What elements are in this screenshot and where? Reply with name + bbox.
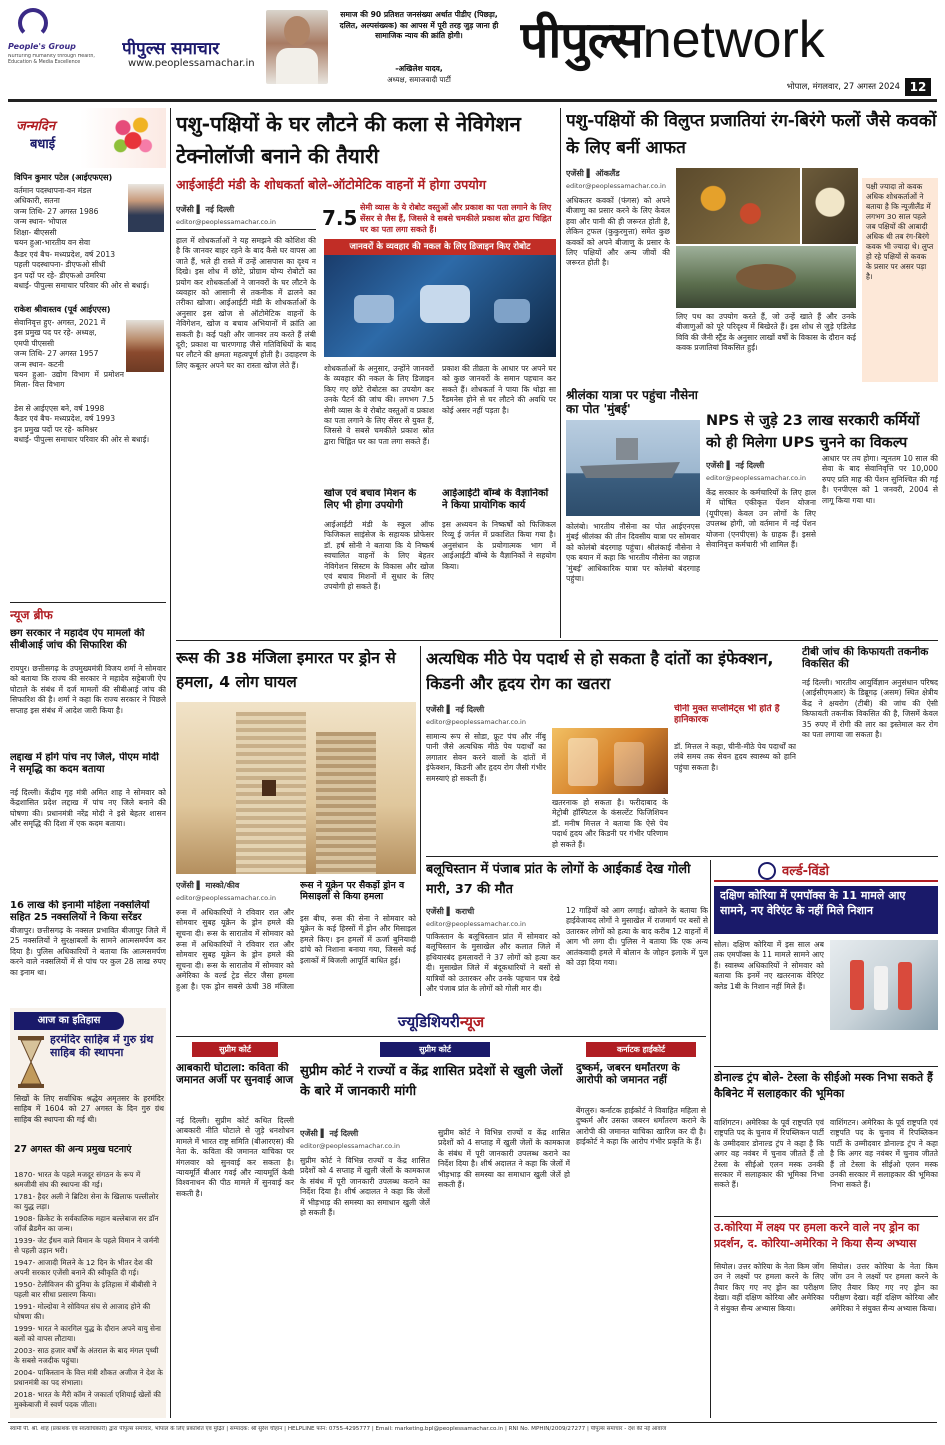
byline-email: editor@peoplessamachar.co.in <box>566 182 666 190</box>
judiciary-col1-label: सुप्रीम कोर्ट <box>192 1042 278 1057</box>
world-b2: वाशिंगटन। अमेरिका के पूर्व राष्ट्रपति एवं राष्ट्रपति पद के चुनाव में रिपब्लिकन पार्टी के उम्मीदवार डोनाल्ड ट्रंप ने कहा है कि अगर वह नवंबर में चुनाव जीतते हैं तो टेस्ला के सीईओ एलन मस्क उनकी सरकार में सलाहकार की भूमिका निभा सकते हैं। <box>830 1118 938 1190</box>
history-event: 1999- भारत ने कारगिल युद्ध के दौरान अपने वायु सेना बलों को वापस लौटाया। <box>14 1324 161 1343</box>
dateline: भोपाल, मंगलवार, 27 अगस्त 2024 <box>786 81 900 91</box>
p1-line: इन पदों पर रहे- डीएफओ उमरिया <box>14 270 106 280</box>
quote-portrait <box>266 10 328 84</box>
brief-body: नई दिल्ली। केंद्रीय गृह मंत्री अमित शाह ने सोमवार को केंद्रशासित प्रदेश लद्दाख में पांच नए जिले बनाने की घोषणा की। प्रधानमंत्री नरेंद्र मोदी ने इसे बेहतर शासन और समृद्धि की दिशा में एक कदम बताया। <box>10 788 166 829</box>
byline-email: editor@peoplessamachar.co.in <box>176 218 276 226</box>
judiciary-col2-body: सुप्रीम कोर्ट ने विभिन्न राज्यों व केंद्र शासित प्रदेशों को 4 सप्ताह में खुली जेलों के कामकाज के संबंध में पूरी जानकारी उपलब्ध कराने का निर्देश दिया है। शीर्ष अदालत ने कहा कि जेलों में भीड़भाड़ की समस्या का समाधान खुली जेलें हो सकती हैं। <box>438 1128 570 1190</box>
story-balochistan <box>426 860 708 1010</box>
story-fungi <box>566 108 938 388</box>
hourglass-icon <box>16 1036 46 1088</box>
brief-body: रायपुर। छत्तीसगढ़ के उपमुख्यमंत्री विजय शर्मा ने सोमवार को बताया कि राज्य की सरकार ने महादेव सट्टेबाजी ऐप घोटाले के संबंध में दर्ज मामलों की सीबीआई जांच की सिफारिश की है। शर्मा ने कहा कि राज्य सरकार ने पिछले सप्ताह इस संबंध में आदेश जारी किया है। <box>10 664 166 715</box>
story-navigation-subhead-3: आईआईटी बॉम्बे के वैज्ञानिकों ने किया प्रायोगिक कार्य <box>442 488 549 511</box>
byline: एजेंसी ▌ कराची <box>426 907 475 916</box>
p2-portrait <box>126 320 164 372</box>
birthday-box <box>10 108 166 600</box>
story-sugar-body: डॉ. मित्तल ने कहा, चीनी-मीठे पेय पदार्थों का लंबे समय तक सेवन हृदय स्वास्थ्य को हानि पहुंचा सकता है। <box>674 742 796 772</box>
judiciary-title-a: ज्यूडिशियरी <box>397 1013 460 1031</box>
story-fungi-body: लिए पथ का उपयोग करते हैं, जो उन्हें खाते हैं और उनके बीजाणुओं को पूरे परिदृश्य में बिखेरते हैं। इस शोध से जुड़े एडिलेड विवि की जैनी स्ट्रैंड के अनुसार लाखों वर्षों के विकास के दौरान कई कवक प्रजातियां विकसित हुईं। <box>676 312 856 353</box>
judiciary-title-b: न्यूज <box>459 1013 485 1031</box>
world-b1: सोल। दक्षिण कोरिया में इस साल अब तक एमपॉक्स के 11 मामले सामने आए हैं। स्वास्थ्य अधिकारियों ने सोमवार को बताया कि इनमें नए खतरनाक वेरिएंट क्लेड 1बी के निशान नहीं मिले हैं। <box>714 940 824 991</box>
story-navigation-body: इस अध्ययन के निष्कर्षों को फिजिकल रिव्यू ई जर्नल में प्रकाशित किया गया है। अनुसंधान के प्रयोगात्मक भाग में आईआईटी बॉम्बे के वैज्ञानिकों ने सहयोग किया। <box>442 520 556 571</box>
stat-number: 7.5 <box>322 206 358 230</box>
birthday-title-a: जन्मदिन <box>16 119 56 134</box>
byline-email: editor@peoplessamachar.co.in <box>300 1142 400 1150</box>
judiciary-col1-headline: आबकारी घोटाला: कविता की जमानत अर्जी पर सुनवाई आज <box>176 1062 294 1087</box>
story-navigation-subhead-2: खोज एवं बचाव मिशन के लिए भी होगा उपयोगी <box>324 488 417 511</box>
story-drone-subhead: रूस ने यूक्रेन पर सैकड़ों ड्रोन व मिसाइलों से किया हमला <box>300 880 405 903</box>
p1-line: बधाई- पीपुल्स समाचार परिवार की ओर से बधाई। <box>14 281 150 291</box>
p2-line: जन्म स्थान- कटनी <box>14 359 64 369</box>
network-title-english: network <box>642 11 825 69</box>
p2-line: बधाई- पीपुल्स समाचार परिवार की ओर से बधाई। <box>14 435 150 445</box>
p1-name: विपिन कुमार पटेल (आईएफएस) <box>14 172 113 182</box>
byline: एजेंसी ▌ नई दिल्ली <box>300 1129 359 1138</box>
world-b3: सियोल। उत्तर कोरिया के नेता किम जोंग उन ने लक्ष्यों पर हमला करने के लिए तैयार किए गए नए ड्रोन का परीक्षण देखा। वहीं दक्षिण कोरिया और अमेरिका ने संयुक्त सैन्य अभ्यास किया। <box>830 1262 938 1313</box>
byline: एजेंसी ▌ नई दिल्ली <box>426 705 485 714</box>
masthead <box>0 0 945 100</box>
story-navigation-body: शोधकर्ताओं के अनुसार, उन्होंने जानवरों के व्यवहार की नकल के लिए डिजाइन किए गए छोटे रोबोटस का उपयोग कर उनके पैटर्न की जांच की। लगभग 7.5 सेमी व्यास के ये रोबोट वस्तुओं व प्रकाश का पता लगाने के लिए सेंसर से युक्त हैं, जिससे वे सबसे चमकीले प्रकाश स्रोत द्वारा चिह्नित घर का पता लगा सकते हैं। <box>324 364 434 446</box>
story-balochistan-body: 12 गाड़ियों को आग लगाई। खोजने के बताया कि हाईवेजायद लोगों ने मुसाखेल में राजमार्ग पर बसों से उतारकर लोगों को हत्या के बाद करीब 12 वाहनों में आग भी लगा दी। पुलिस ने बताया कि एक अन्य आतंकवादी हमले में बोलान के जोहन इलाके में पुल को उड़ा दिया गया। <box>566 906 708 968</box>
story-navigation-body: आईआईटी मंडी के स्कूल ऑफ फिजिकल साइंसेज के सहायक प्रोफेसर डॉ. हर्ष सोनी ने बताया कि ये निष्कर्ष स्वचालित वाहनों के लिए बेहतर नेविगेशन सिस्टम के विकास और खोज एवं बचाव मिशनों में सुधार के लिए उपयोगी हो सकते हैं। <box>324 520 434 592</box>
peoples-group-logo <box>18 8 48 38</box>
p2-details-wide <box>14 404 164 446</box>
story-tb <box>802 646 938 852</box>
byline: एजेंसी ▌ मास्को/कीव <box>176 881 240 890</box>
p1-line: वर्तमान पदस्थापना-वन मंडल <box>14 186 92 195</box>
warship-photo <box>566 420 700 516</box>
story-tb-headline: टीबी जांच की किफायती तकनीक विकसित की <box>802 646 929 671</box>
p2-line: इन प्रमुख पदों पर रहे- कमिश्नर <box>14 424 98 434</box>
group-tagline: Nurturing Humanity through Health, Education & Media Excellence <box>8 54 95 65</box>
news-brief-label: न्यूज ब्रीफ <box>10 606 90 624</box>
story-balochistan-headline: बलूचिस्तान में पंजाब प्रांत के लोगों के आईकार्ड देख गोली मारी, 37 की मौत <box>426 862 691 897</box>
brief-headline: छग सरकार ने महादेव ऐप मामलों की सीबीआई जांच की सिफारिश की <box>10 628 145 651</box>
story-sugar-headline: अत्यधिक मीठे पेय पदार्थ से हो सकता है दांतों का इंफेक्शन, किडनी और हृदय रोग का खतरा <box>426 649 774 693</box>
judiciary-col2-label: सुप्रीम कोर्ट <box>380 1042 490 1057</box>
story-navigation-body: प्रकाश की तीव्रता के आधार पर अपने घर को कुछ जानवरों के समान पहचान कर सकते हैं। शोधकर्ता ने पाया कि थोड़ा सा रैंडमनेस होने से घर लौटने की अवधि पर कोई असर नहीं पड़ता है। <box>442 364 556 415</box>
world-label: वर्ल्ड-विंडो <box>782 864 829 879</box>
brief-body: बीजापुर। छत्तीसगढ़ के नक्सल प्रभावित बीजापुर जिले में 25 नक्सलियों ने सुरक्षाबलों के सामने आत्मसमर्पण कर दिया है। पुलिस अधिकारियों ने बताया कि आत्मसमर्पण करने वाले नक्सलियों में से पांच पर कुल 28 लाख रुपए का इनाम था। <box>10 926 166 977</box>
story-ups-body: केंद्र सरकार के कर्मचारियों के लिए हाल में घोषित एकीकृत पेंशन योजना (यूपीएस) केवल उन लोगों के लिए उपलब्ध होगी, जो वर्तमान में नई पेंशन योजना (एनपीएस) के ग्राहक हैं। इससे सेवानिवृत्त कर्मचारी भी शामिल हैं। <box>706 488 816 550</box>
p2-line: एमपी पीएससी <box>14 338 55 348</box>
story-drone-body: रूस में अधिकारियों ने रविवार रात और सोमवार सुबह यूक्रेन के ड्रोन हमले की सूचना दी। रूस के सारातोव में सोमवार को <box>176 908 294 938</box>
quote-text: समाज की 90 प्रतिशत जनसंख्या अर्थात पीडीए (पिछड़ा, दलित, अल्पसंख्यक) का आपस में पूरी तरह जुड़ जाना ही सामाजिक न्याय की क्रांति होगी। <box>339 10 499 41</box>
story-balochistan-body: पाकिस्तान के बलूचिस्तान प्रांत में सोमवार को बलूचिस्तान के मुसाखेल और कलात जिले में हथियारबंद हमलावरों ने 37 लोगों को हत्या कर दी। मुसाखेल जिले में बंदूकधारियों ने बसों से यात्रियों को उतारकर और उनके पहचान पत्र देखे और पंजाब प्रांत के लोगों को गोली मार दी। <box>426 932 560 994</box>
story-navy-headline: श्रीलंका यात्रा पर पहुंचा नौसेना का पोत 'मुंबई' <box>566 388 698 417</box>
judiciary-title <box>176 1012 706 1036</box>
story-navigation-headline: पशु-पक्षियों के घर लौटने की कला से नेविगेशन टेक्नोलॉजी बनाने की तैयारी <box>176 112 521 168</box>
story-navy-body: कोलंबो। भारतीय नौसेना का पोत आईएनएस मुंबई श्रीलंका की तीन दिवसीय यात्रा पर सोमवार को कोलंबो बंदरगाह पहुंचा। श्रीलंकाई नौसेना ने एक बयान में कहा कि भारतीय नौसेना का जहाज 'मुंबई' आधिकारिक यात्रा पर कोलंबो बंदरगाह पहुंचा। <box>566 522 700 584</box>
brief-headline: 16 लाख की इनामी महिला नक्सलियों सहित 25 नक्सलियों ने किया सरेंडर <box>10 900 150 923</box>
byline: एजेंसी ▌ ऑकलैंड <box>566 169 620 178</box>
story-fungi-body: अधिकतर कवकों (फंगस) को अपने बीजाणु का प्रसार करने के लिए केवल हवा और पानी की ही जरूरत होती है, लेकिन ट्रफल (कुकुरमुत्ता) समेत कुछ कवकों को अपने बीजाणु के प्रसार के लिए पक्षियों और अन्य जीवों की जरूरत होती है। <box>566 196 670 268</box>
history-box <box>10 1008 166 1418</box>
p2-line: कैडर एवं बैच- मध्यप्रदेश, वर्ष 1993 <box>14 414 116 424</box>
p2-line: जन्म तिथि- 27 अगस्त 1957 <box>14 349 99 359</box>
world-h2: डोनाल्ड ट्रंप बोले- टेस्ला के सीईओ मस्क निभा सकते हैं कैबिनेट में सलाहकार की भूमिका <box>714 1071 933 1100</box>
p1-line: जन्म तिथि- 27 अगस्त 1986 <box>14 206 99 216</box>
judiciary-col3 <box>576 1042 706 1418</box>
history-events <box>14 1170 164 1416</box>
story-drone-headline: रूस की 38 मंजिला इमारत पर ड्रोन से हमला, 4 लोग घायल <box>176 649 396 691</box>
world-window <box>714 860 938 1418</box>
judiciary-col2-headline: सुप्रीम कोर्ट ने राज्यों व केंद्र शासित प्रदेशों से खुली जेलों के बारे में जानकारी मांगी <box>300 1064 563 1099</box>
story-drone-body: रूस में अधिकारियों ने रविवार रात और सोमवार सुबह यूक्रेन के ड्रोन हमले की सूचना दी। रूस के सारातोव में सोमवार को अमेरिका के वर्ल्ड ट्रेड सेंटर जैसा हमला हुआ है। एक ड्रोन सबसे ऊंची 38 मंजिला <box>176 940 294 991</box>
page-number: 12 <box>905 78 931 96</box>
judiciary-col1-body: नई दिल्ली। सुप्रीम कोर्ट कथित दिल्ली आबकारी नीति घोटाले से जुड़े धनशोधन मामले में भारत राष्ट्र समिति (बीआरएस) की नेता के. कविता की जमानत याचिका पर मंगलवार को सुनवाई कर सकता है। न्यायमूर्ति बीआर गवई और न्यायमूर्ति केवी विश्वनाथन की पीठ मामले में सुनवाई कर सकती है। <box>176 1116 294 1198</box>
p1-line: पहली पदस्थापना- डीएफओ सीधी <box>14 260 106 270</box>
p2-line: चयन हुआ- उद्योग विभाग में प्रमोशन मिला- वित्त विभाग <box>14 370 124 390</box>
history-event: 1781- हैदर अली ने ब्रिटिश सेना के खिलाफ पल्लीलोर का युद्ध लड़ा। <box>14 1192 159 1211</box>
history-event: 2003- साठ हजार वर्षों के अंतराल के बाद मंगल पृथ्वी के सबसे नजदीक पहुंचा। <box>14 1346 159 1365</box>
p1-portrait <box>128 184 164 232</box>
history-events-title: 27 अगस्त की अन्य प्रमुख घटनाएं <box>14 1144 132 1155</box>
p1-line: चयन हुआ-भारतीय वन सेवा <box>14 238 91 248</box>
stat-text: सेमी व्यास के ये रोबोट वस्तुओं और प्रकाश का पता लगाने के लिए सेंसर से लैस हैं, जिससे वे सबसे चमकीले प्रकाश स्रोत द्वारा चिह्नित घर का पता लगा सकते हैं। <box>360 203 552 234</box>
p2-line: सेवानिवृत्त हुए- अगस्त, 2021 में <box>14 318 106 327</box>
story-navy <box>566 388 700 638</box>
story-navigation-subhead: आईआईटी मंडी के शोधकर्ता बोले-ऑटोमेटिक वाहनों में होगा उपयोग <box>176 177 486 192</box>
birthday-title-b: बधाई <box>30 137 56 152</box>
judiciary-col3-label: कर्नाटक हाईकोर्ट <box>586 1042 696 1057</box>
quote-author-title: अध्यक्ष, समाजवादी पार्टी <box>387 75 451 84</box>
story-ups-body: आधार पर तय होगा। न्यूनतम 10 साल की सेवा के बाद सेवानिवृत्ति पर 10,000 रुपए प्रति माह की पेंशन सुनिश्चित की गई है। एनपीएस को 1 जनवरी, 2004 से लागू किया गया था। <box>822 454 938 505</box>
story-sugar-body: सामान्य रूप से सोडा, फ्रूट पंच और नींबू पानी जैसे अत्यधिक मीठे पेय पदार्थों का लगातार सेवन करने वालों के दांतों में इंफेक्शन, किडनी और हृदय रोग जैसी गंभीर समस्याएं हो सकती हैं। <box>426 732 546 783</box>
brief-headline: लद्दाख में होंगे पांच नए जिले, पीएम मोदी ने समृद्धि का कदम बताया <box>10 752 159 775</box>
history-event: 1908- क्रिकेट के सर्वकालिक महान बल्लेबाज सर डॉन जॉर्ज ब्रैडमैन का जन्म। <box>14 1214 159 1233</box>
judiciary-col2-body: सुप्रीम कोर्ट ने विभिन्न राज्यों व केंद्र शासित प्रदेशों को 4 सप्ताह में खुली जेलों के कामकाज के संबंध में पूरी जानकारी उपलब्ध कराने का निर्देश दिया है। शीर्ष अदालत ने कहा कि जेलों में भीड़भाड़ की समस्या का समाधान खुली जेलें हो सकती हैं। <box>300 1156 430 1218</box>
byline: एजेंसी ▌ नई दिल्ली <box>706 461 765 470</box>
p1-line: कैडर एवं बैच- मध्यप्रदेश, वर्ष 2013 <box>14 250 116 259</box>
byline-email: editor@peoplessamachar.co.in <box>706 474 806 482</box>
history-label: आज का इतिहास <box>14 1012 124 1030</box>
world-b2: वाशिंगटन। अमेरिका के पूर्व राष्ट्रपति एवं राष्ट्रपति पद के चुनाव में रिपब्लिकन पार्टी के उम्मीदवार डोनाल्ड ट्रंप ने कहा है कि अगर वह नवंबर में चुनाव जीतते हैं तो टेस्ला के सीईओ एलन मस्क उनकी सरकार में सलाहकार की भूमिका निभा सकते हैं। <box>714 1118 824 1190</box>
story-navigation <box>176 108 556 623</box>
byline-email: editor@peoplessamachar.co.in <box>426 718 526 726</box>
byline: एजेंसी ▌ नई दिल्ली <box>176 205 235 214</box>
footer-imprint: स्वामी पी. श्री. शाह (प्रकाशक एवं स्वत्वाधिकारी) द्वारा पीपुल्स समाचार, भोपाल के लिए प्रकाशित एवं मुद्रित | सम्पादक: श्री सुरेश चौहान | HELPLINE फोन: 0755-4295777 | Email: marketing.bpl@peoplessamachar.co.in | RNI No. MPHIN/2009/27277 | पीपुल्स समाचार - देश की नई आवाज <box>10 1426 667 1432</box>
history-body: सिखों के लिए सर्वाधिक श्रद्धेय अमृतसर के हरमंदिर साहिब में 1604 को 27 अगस्त के दिन गुरु ग्रंथ साहिब की स्थापना की गई थी। <box>14 1094 164 1124</box>
drinks-photo <box>552 728 668 794</box>
story-tb-body: नई दिल्ली। भारतीय आयुर्विज्ञान अनुसंधान परिषद (आईसीएमआर) के डिब्रूगढ़ (असम) स्थित क्षेत्रीय केंद्र ने क्षयरोग (टीबी) की जांच की ऐसी किफायती तकनीक विकसित की है, जिसमें केवल 35 रुपए में रोगी की लार का इस्तेमाल कर रोग का पता लगाया जा सकता है। <box>802 678 938 740</box>
building-photo <box>176 702 416 874</box>
p1-line: जन्म स्थान- भोपाल <box>14 217 67 227</box>
history-headline: हरमंदिर साहिब में गुरु ग्रंथ साहिब की स्थापना <box>50 1034 154 1059</box>
robot-photo <box>324 255 556 357</box>
story-sugar-body: खतरनाक हो सकता है। फरीदाबाद के मेट्रोबी हॉस्पिटल के कंसल्टेंट फिजिशियन डॉ. मनीष मित्तल ने बताया कि ऐसे पेय पदार्थ हृदय और किडनी पर गंभीर परिणाम हो सकते हैं। <box>552 798 668 849</box>
paper-url[interactable]: www.peoplessamachar.in <box>128 58 255 69</box>
history-event: 1939- जेट ईंधन वाले विमान के पहले विमान ने जर्मनी से पहली उड़ान भरी। <box>14 1236 160 1255</box>
p2-details <box>14 318 124 391</box>
fungi-photo-2 <box>802 168 858 244</box>
fungi-photo-1 <box>676 168 800 244</box>
fungi-callout-text: पक्षी ज्यादा तो कवक अधिक शोधकर्ताओं ने बताया है कि न्यूजीलैंड में लगभग 30 साल पहले जब पक्षियों की आबादी अधिक थी तब रंग-बिरंगे कवक भी ज्यादा थे। लुप्त हो रहे पक्षियों से कवक के प्रसार पर असर पड़ा है। <box>866 182 934 281</box>
p2-name: राकेश श्रीवास्तव (पूर्व आईएएस) <box>14 304 111 314</box>
story-navigation-body: हाल में शोधकर्ताओं ने यह समझने की कोशिश की है कि जानवर बाहर रहने के बाद कैसे घर वापस आ जाते हैं, भले ही रास्ते में उन्हें आसपास का दृश्य न दिखे। इस शोध में छोटे, प्रोग्राम योग्य रोबोटों का प्रयोग कर शोधकर्ताओं ने जानवरों के घर लौटने के व्यवहार को आसानी से तकनीक में ढालने का तरीका खोजा। आईआईटी मंडी के शोधकर्ताओं के अनुसार इस खोज से ऑटोमेटिक वाहनों के नेविगेशन, खोज व बचाव अभियानों में क्रांति आ सकती है। कई पक्षी और जानवर तय करते हैं लंबी दूरी; प्रकाश या चारणगाह जैसे गतिविधियों के बाद घर लौटने की क्षमता महत्वपूर्ण होती है। उदाहरण के लिए कबूतर अपने घर का रास्ता खोज लेते हैं। <box>176 236 316 370</box>
judiciary-col2 <box>300 1042 570 1418</box>
story-drone-body: इस बीच, रूस की सेना ने सोमवार को यूक्रेन के कई हिस्सों में ड्रोन और मिसाइल हमले किए। इन हमलों में ऊर्जा बुनियादी ढांचे को निशाना बनाया गया, जिससे कई इलाकों में बिजली आपूर्ति बाधित हुई। <box>300 914 416 965</box>
flower-bouquet-icon <box>108 112 158 164</box>
story-sugar-subhead: चीनी मुक्त सप्लीमेंट्स भी होते हैं हानिकारक <box>674 704 780 725</box>
history-event: 2004- पाकिस्तान के वित्त मंत्री शौकत अजीज ने देश के प्रधानमंत्री का पद संभाला। <box>14 1368 163 1387</box>
bird-photo <box>676 246 856 308</box>
network-title-hindi: पीपुल्स <box>520 11 643 69</box>
p1-line: शिक्षा- बीएससी <box>14 227 57 237</box>
group-name: People's Group <box>8 42 76 51</box>
world-label-box <box>714 860 938 882</box>
story-ups <box>706 410 938 638</box>
story-sugar <box>426 646 796 852</box>
lab-photo <box>830 940 938 1030</box>
history-event: 1950- टेलीविजन की दुनिया के इतिहास में बीबीसी ने पहली बार सीधा प्रसारण किया। <box>14 1280 157 1299</box>
story-ups-headline: NPS से जुड़े 23 लाख सरकारी कर्मियों को ही मिलेगा UPS चुनने का विकल्प <box>706 413 920 451</box>
globe-icon <box>758 862 776 880</box>
news-brief <box>10 606 166 1006</box>
birthday-banner <box>10 108 166 168</box>
world-h3: उ.कोरिया में लक्ष्य पर हमला करने वाले नए ड्रोन का प्रदर्शन, द. कोरिया-अमेरिका ने किया सैन्य अभ्यास <box>714 1221 920 1250</box>
network-title <box>520 4 940 74</box>
p1-line: अधिकारी, सतना <box>14 196 60 206</box>
judiciary-col1 <box>176 1042 294 1418</box>
byline-email: editor@peoplessamachar.co.in <box>426 920 526 928</box>
world-b3: सियोल। उत्तर कोरिया के नेता किम जोंग उन ने लक्ष्यों पर हमला करने के लिए तैयार किए गए नए ड्रोन का परीक्षण देखा। वहीं दक्षिण कोरिया और अमेरिका ने संयुक्त सैन्य अभ्यास किया। <box>714 1262 824 1313</box>
history-event: 2018- भारत के मैरी कॉम ने जकार्ता एशियाई खेलों की मुक्केबाजी में स्वर्ण पदक जीता। <box>14 1390 161 1409</box>
quote-author: -अखिलेश यादव, <box>395 64 443 73</box>
p1-details-wide <box>14 250 164 292</box>
history-event: 1947- आजादी मिलने के 12 दिन के भीतर देश की अपनी सरकार एजेंसी बनाने की स्वीकृति दी गई। <box>14 1258 153 1277</box>
p2-line: डेस से आईएएस बने, वर्ष 1998 <box>14 404 105 413</box>
judiciary-col3-headline: दुष्कर्म, जबरन धर्मांतरण के आरोपी को जमानत नहीं <box>576 1062 680 1087</box>
byline-email: editor@peoplessamachar.co.in <box>176 894 276 902</box>
p2-line: इस प्रमुख पद पर रहे- अध्यक्ष, <box>14 328 97 338</box>
history-event: 1870- भारत के पहले मजदूर संगठन के रूप में श्रमजीवी संघ की स्थापना की गई। <box>14 1170 141 1189</box>
judiciary-col3-body: बेंगलुरु। कर्नाटक हाईकोर्ट ने विवाहित महिला से दुष्कर्म और उसका जबरन धर्मांतरण कराने के आरोपी की जमानत याचिका खारिज कर दी है। हाईकोर्ट ने कहा कि आरोप गंभीर प्रकृति के हैं। <box>576 1106 706 1147</box>
history-event: 1991- मोल्दोवा ने सोवियत संघ से आजाद होने की घोषणा की। <box>14 1302 151 1321</box>
world-h1: दक्षिण कोरिया में एमपॉक्स के 11 मामले आए सामने, नए वेरिएंट के नहीं मिले निशान <box>720 889 906 917</box>
p1-details <box>14 186 126 248</box>
story-fungi-headline: पशु-पक्षियों की विलुप्त प्रजातियां रंग-बिरंगे फलों जैसे कवकों के लिए बनीं आफत <box>566 111 937 158</box>
photo-caption: जानवरों के व्यवहार की नकल के लिए डिजाइन किए रोबोट <box>324 239 556 255</box>
paper-name: पीपुल्स समाचार <box>122 39 220 59</box>
